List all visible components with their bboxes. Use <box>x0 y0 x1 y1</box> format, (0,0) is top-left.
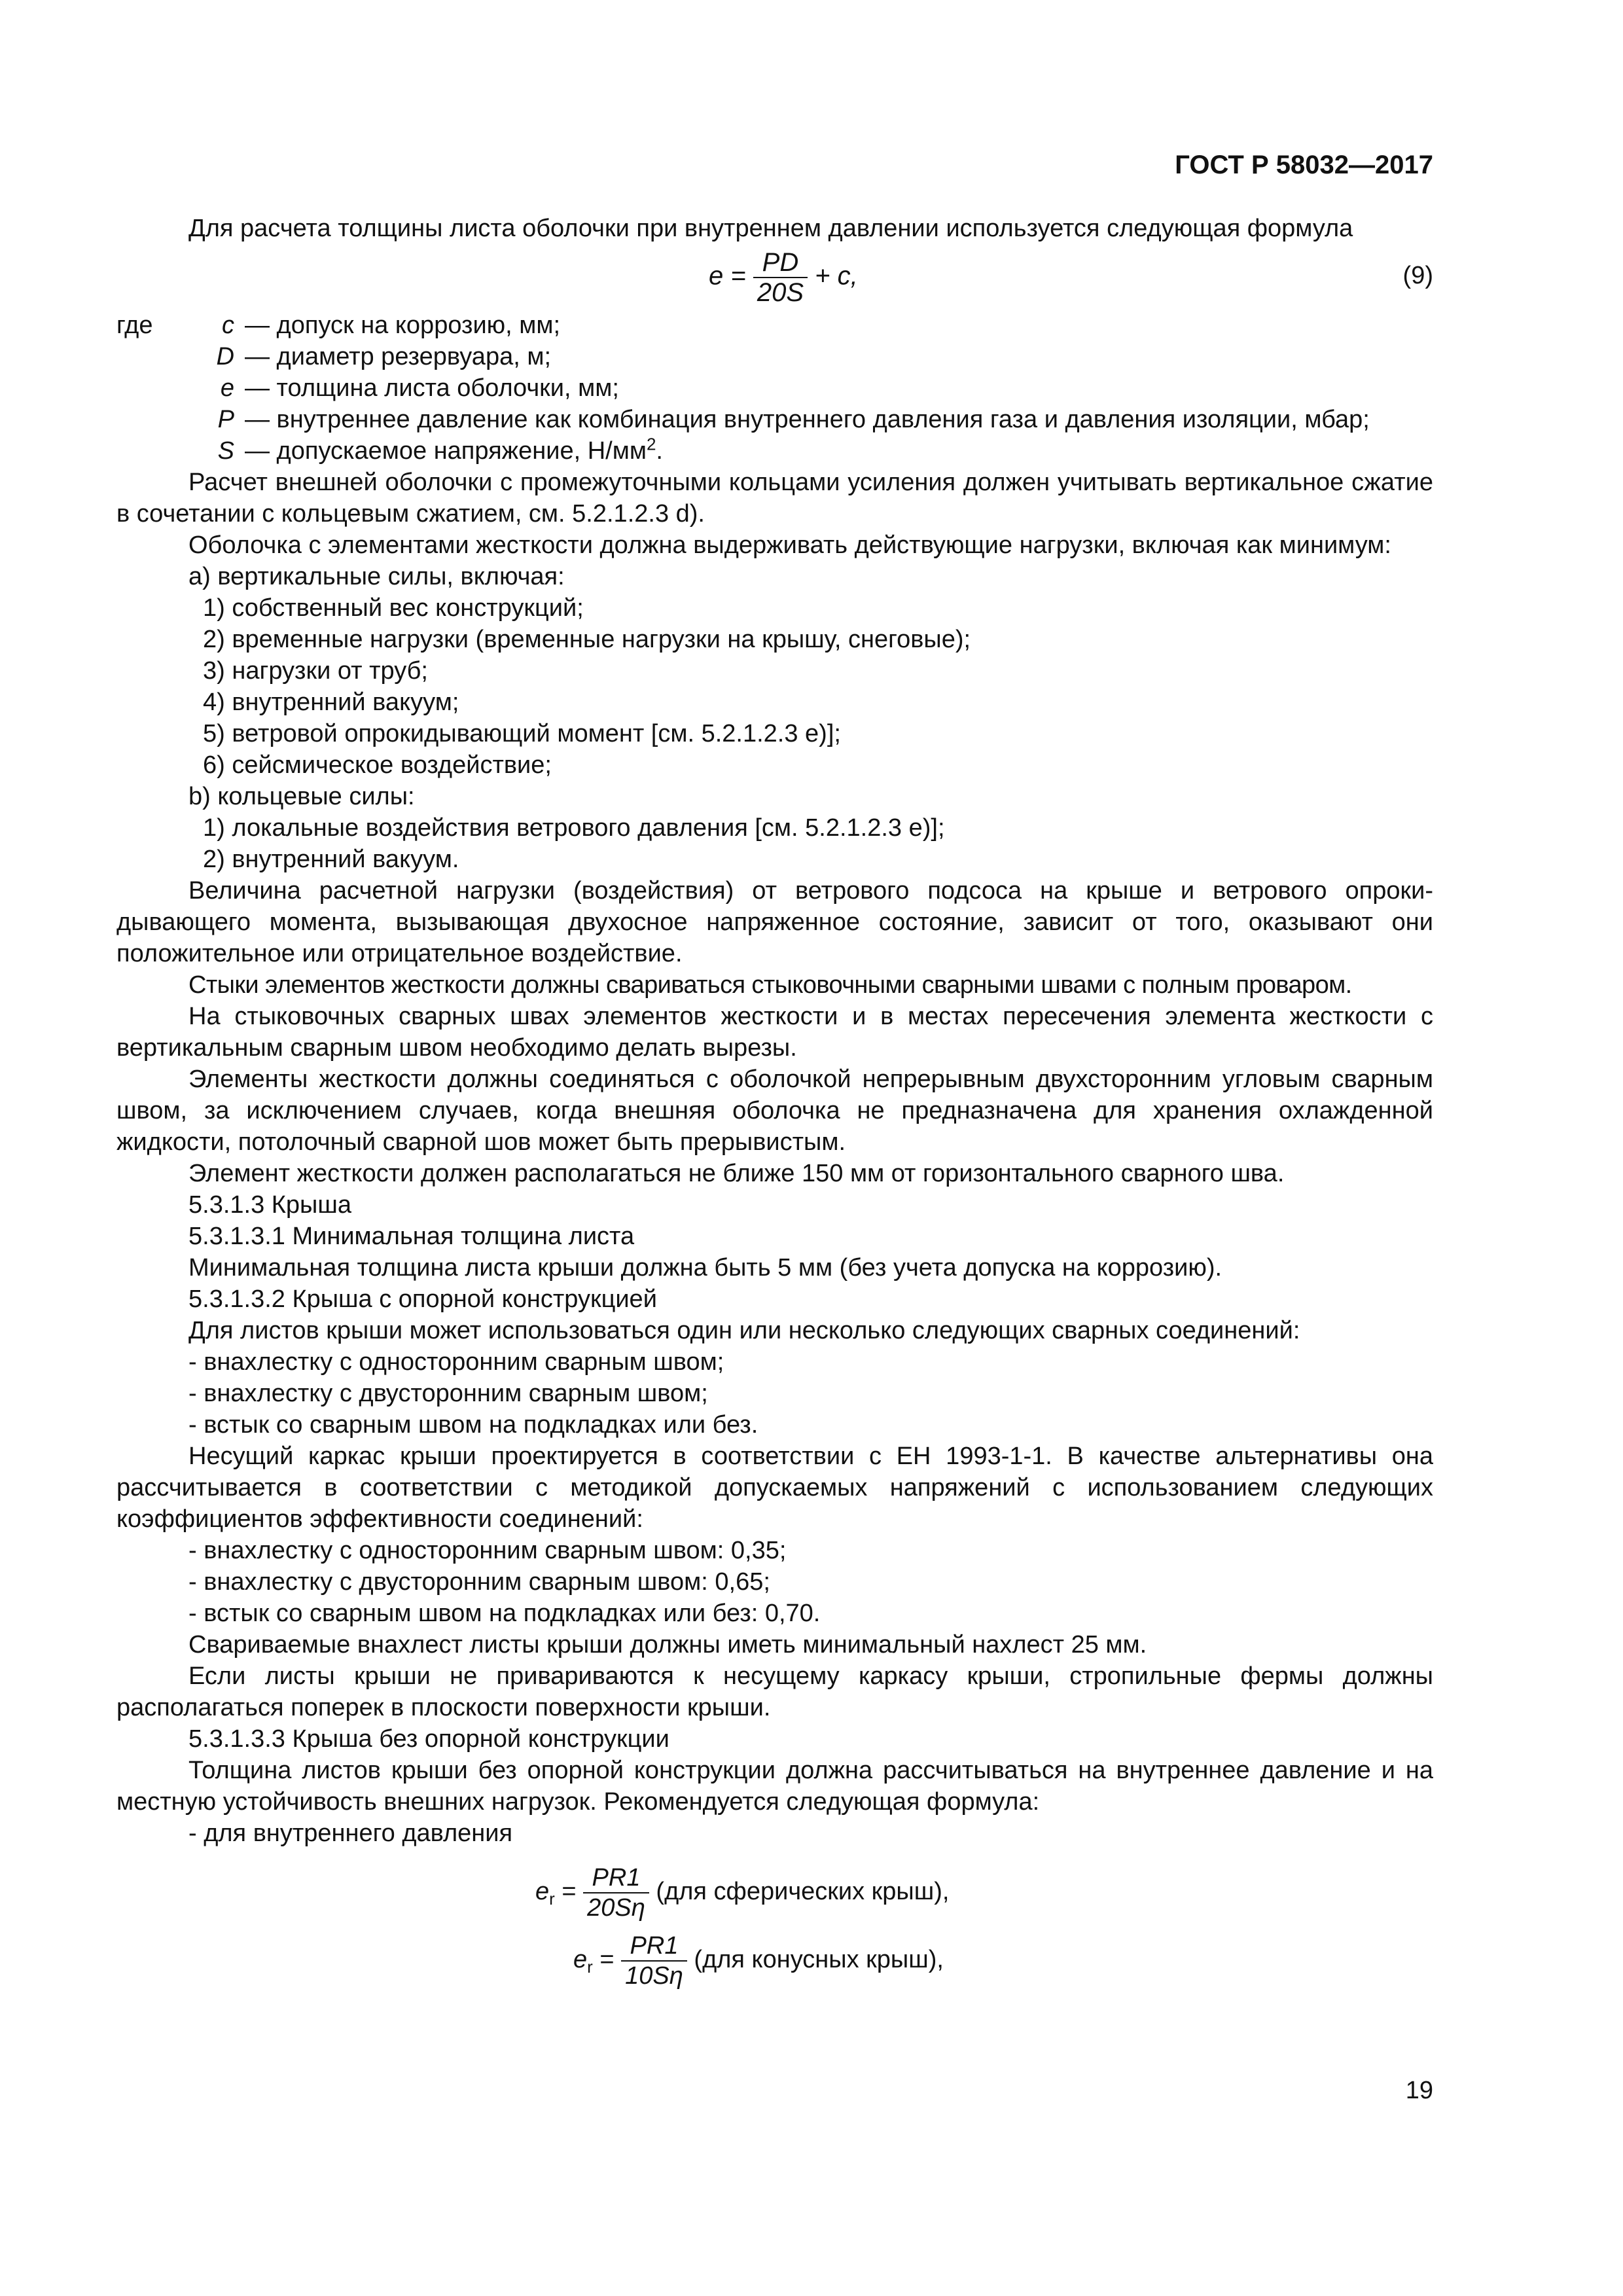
where-symbol: S <box>217 437 234 465</box>
formula-spherical-numerator: PR1 <box>583 1863 649 1893</box>
formula-9-numerator: PD <box>753 248 808 278</box>
list-item: 4) внутренний вакуум; <box>203 689 459 716</box>
ring-forces-title: b) кольцевые силы: <box>188 783 415 810</box>
where-text: — допускаемое напряжение, Н/мм <box>245 437 647 465</box>
paragraph-joints: Стыки элементов жесткости должны свариваться стыковочными сварными швами с полным проваром. <box>188 971 1352 999</box>
formula-spherical-denominator: 20Sη <box>587 1894 645 1922</box>
where-tail: . <box>656 437 663 465</box>
paragraph-distance: Элемент жесткости должен располагаться не ближе 150 мм от горизонтального сварного шва. <box>188 1160 1285 1187</box>
list-item: - внахлестку с двусторонним сварным швом; <box>188 1380 708 1407</box>
formula-9-rhs: + c, <box>815 261 858 291</box>
list-item: - внахлестку с двусторонним сварным швом: 0,65; <box>188 1568 770 1596</box>
heading-supported-roof: 5.3.1.3.2 Крыша с опорной конструкцией <box>188 1285 657 1313</box>
paragraph-cutouts: На стыковочных сварных швах элементов жесткости и в местах пересечения элемента жесткости с вертикальным сварным швом необходимо делать вырезы. <box>116 1003 1433 1062</box>
list-item: - встык со сварным швом на подкладках или без: 0,70. <box>188 1600 821 1627</box>
formula-9-label: (9) <box>1402 262 1433 289</box>
paragraph-rafters: Если листы крыши не привариваются к несущему каркасу крыши, стропильные фермы должны располагаться поперек в плоскости поверхности крыши. <box>116 1662 1433 1721</box>
paragraph-roof-joints-intro: Для листов крыши может использоваться один или несколько следующих сварных соединений: <box>188 1317 1300 1344</box>
formula-spherical-fraction <box>583 1863 649 1922</box>
formula-conical-fraction <box>621 1931 687 1990</box>
where-symbol: c <box>222 312 234 339</box>
list-item: 2) временные нагрузки (временные нагрузки на крышу, снеговые); <box>203 626 971 653</box>
list-item: 1) локальные воздействия ветрового давления [см. 5.2.1.2.3 e)]; <box>203 814 945 842</box>
where-item <box>116 404 1433 435</box>
heading-min-thickness: 5.3.1.3.1 Минимальная толщина листа <box>188 1223 635 1250</box>
formula-spherical-lhs: e <box>535 1878 550 1906</box>
formula-9-fraction <box>753 248 808 307</box>
list-item: - внахлестку с односторонним сварным швом: 0,35; <box>188 1537 787 1564</box>
paragraph-loads-intro: Оболочка с элементами жесткости должна выдерживать действующие нагрузки, включая как минимум: <box>188 531 1391 559</box>
page-body <box>116 147 1433 2005</box>
formula-9-denominator: 20S <box>757 278 804 307</box>
where-text: — диаметр резервуара, м; <box>245 343 552 370</box>
where-item <box>116 435 1433 467</box>
formula-conical-equals: = <box>599 1946 615 1974</box>
formula-9 <box>116 244 1433 310</box>
where-symbol: D <box>216 343 234 370</box>
document-header: ГОСТ Р 58032—2017 <box>1175 151 1433 179</box>
list-item: 3) нагрузки от труб; <box>203 657 428 685</box>
formula-conical-numerator: PR1 <box>621 1931 687 1962</box>
formula-spherical <box>116 1858 1433 1931</box>
formula-spherical-subscript: r <box>549 1889 555 1909</box>
where-item <box>116 372 1433 404</box>
formula-9-lhs: e = <box>709 261 746 291</box>
formula-spherical-equals: = <box>562 1878 577 1906</box>
formula-conical-subscript: r <box>587 1957 593 1977</box>
list-item: 1) собственный вес конструкций; <box>203 594 584 622</box>
where-item <box>116 341 1433 372</box>
where-symbol: P <box>217 406 234 433</box>
paragraph-outer-shell: Расчет внешней оболочки с промежуточными кольцами усиления должен учитывать вертикальное сжатие в сочетании с кольцевым сжатием, см. 5.2.1.2.3 d). <box>116 469 1433 528</box>
paragraph-frame: Несущий каркас крыши проектируется в соответствии с ЕН 1993-1-1. В качестве альтернативы она рассчитывается в соответствии с методикой допускаемых напряжений с использованием следующих коэффициентов эффективности соединений: <box>116 1443 1433 1533</box>
page-number: 19 <box>1405 2077 1433 2104</box>
list-item: 2) внутренний вакуум. <box>203 846 459 873</box>
heading-unsupported-roof: 5.3.1.3.3 Крыша без опорной конструкции <box>188 1725 669 1753</box>
paragraph-design-load: Величина расчетной нагрузки (воздействия) от ветрового подсоса на крыше и ветрового опрокидывающего момента, вызывающая двухосное напряженное состояние, зависит от того, оказывают они положительное или отрицательное воздействие. <box>116 877 1433 967</box>
where-item <box>116 310 1433 341</box>
intro-formula-paragraph: Для расчета толщины листа оболочки при внутреннем давлении используется следующая формула <box>188 215 1353 242</box>
where-text: — допуск на коррозию, мм; <box>245 312 561 339</box>
where-lead: где <box>116 312 153 339</box>
formula-conical <box>116 1931 1433 2005</box>
list-item: 5) ветровой опрокидывающий момент [см. 5.2.1.2.3 e)]; <box>203 720 841 747</box>
formula-conical-note: (для конусных крыш), <box>694 1946 944 1974</box>
vertical-forces-title: a) вертикальные силы, включая: <box>188 563 565 590</box>
heading-roof: 5.3.1.3 Крыша <box>188 1191 351 1219</box>
where-text: — внутреннее давление как комбинация внутреннего давления газа и давления изоляции, мбар; <box>245 406 1370 433</box>
list-item: - для внутреннего давления <box>188 1820 513 1847</box>
formula-conical-lhs: e <box>573 1946 588 1974</box>
where-text-wrapper <box>245 435 1433 467</box>
formula-spherical-note: (для сферических крыш), <box>656 1878 950 1906</box>
list-item: 6) сейсмическое воздействие; <box>203 751 552 779</box>
where-symbol: e <box>220 374 234 402</box>
list-item: - внахлестку с односторонним сварным швом; <box>188 1348 724 1376</box>
list-item: - встык со сварным швом на подкладках или без. <box>188 1411 758 1439</box>
paragraph-overlap: Свариваемые внахлест листы крыши должны иметь минимальный нахлест 25 мм. <box>188 1631 1147 1659</box>
paragraph-unsupported: Толщина листов крыши без опорной конструкции должна рассчитываться на внутреннее давление и на местную устойчивость внешних нагрузок. Рекомендуется следующая формула: <box>116 1757 1433 1816</box>
where-text: — толщина листа оболочки, мм; <box>245 374 619 402</box>
paragraph-min-thickness: Минимальная толщина листа крыши должна быть 5 мм (без учета допуска на коррозию). <box>188 1254 1222 1282</box>
formula-conical-denominator: 10Sη <box>625 1962 683 1990</box>
paragraph-connect: Элементы жесткости должны соединяться с оболочкой непрерывным двухсторонним угловым сварным швом, за исключением случаев, когда внешняя оболочка не предназначена для хранения охлажденной жидкости, потолочный сварной шов может быть прерывистым. <box>116 1066 1433 1156</box>
where-superscript: 2 <box>646 434 656 454</box>
